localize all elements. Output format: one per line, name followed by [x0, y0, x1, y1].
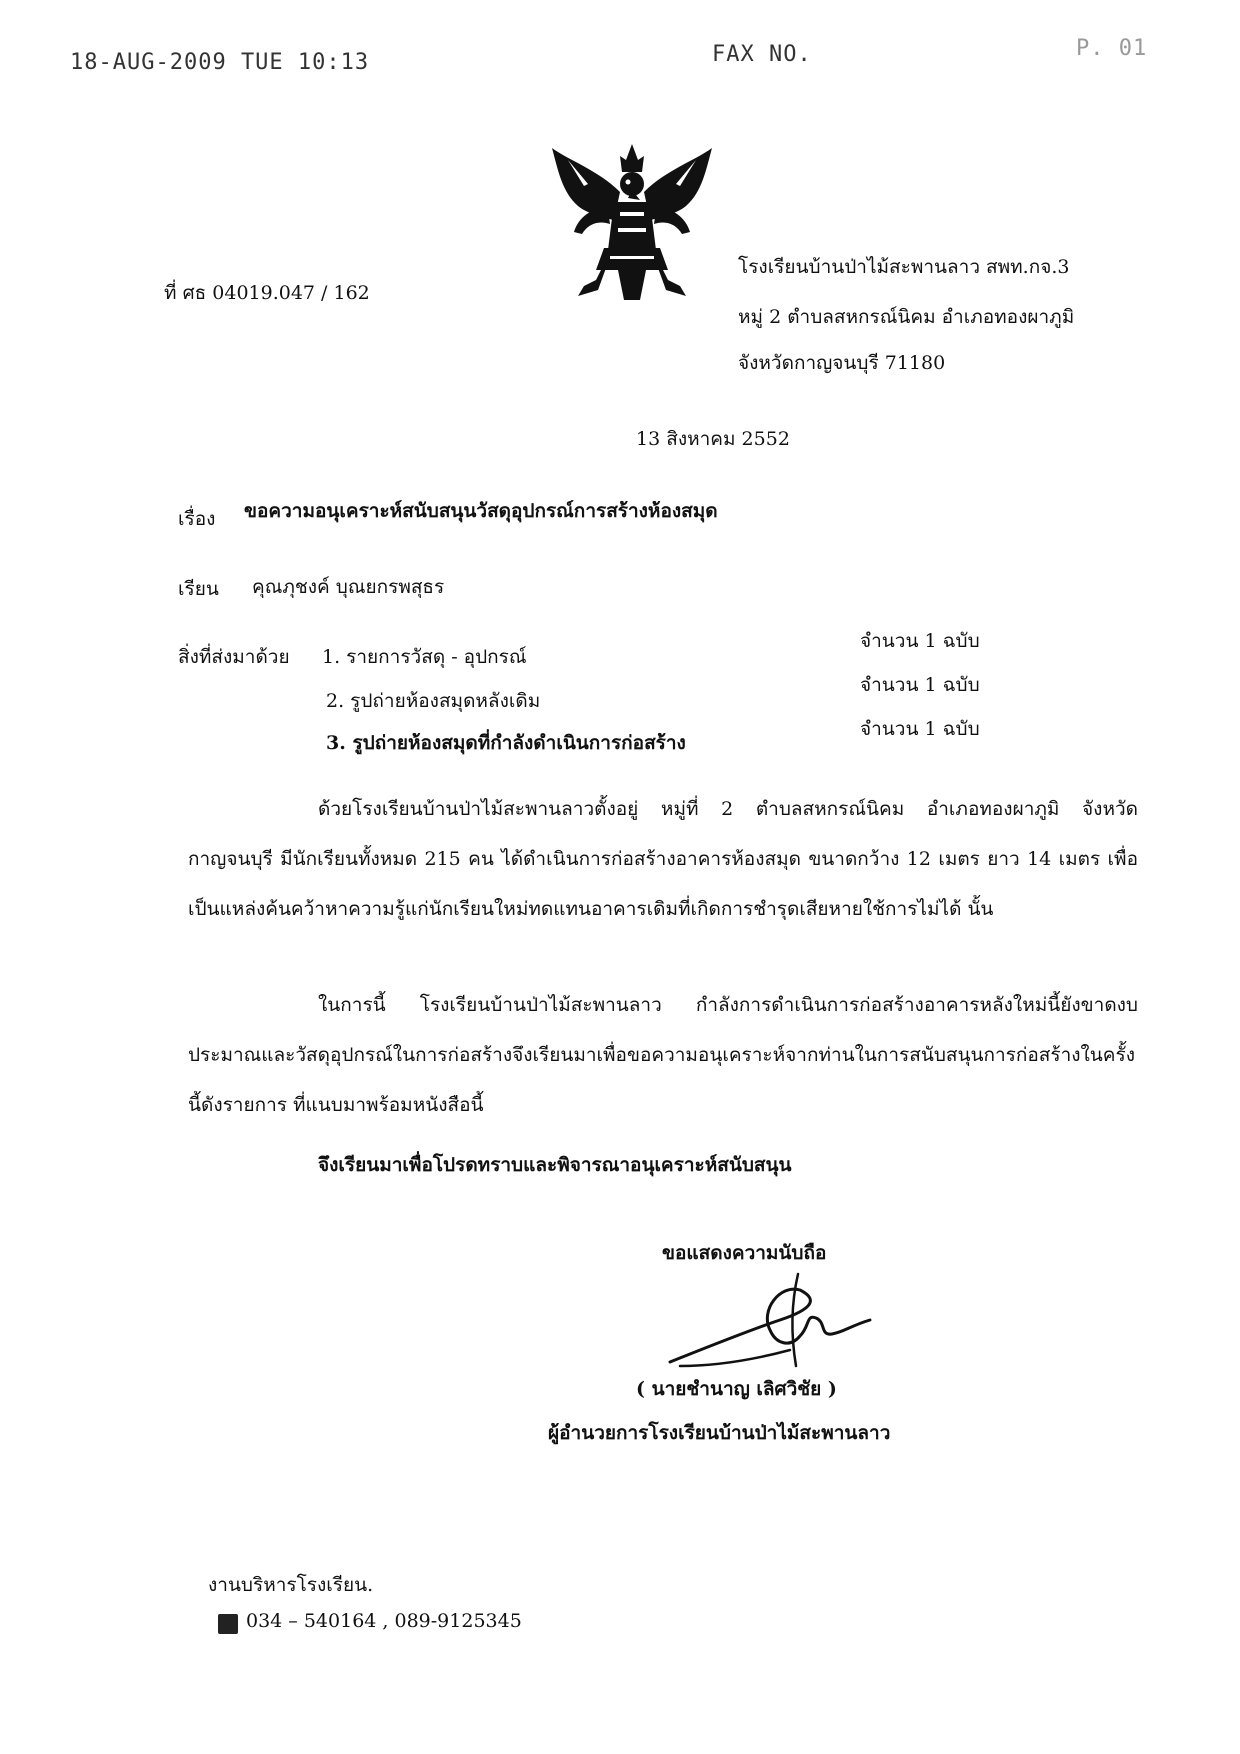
- addressee-label: เรียน: [178, 578, 219, 600]
- letter-date: 13 สิงหาคม 2552: [636, 428, 790, 450]
- attachment-qty-2: จำนวน 1 ฉบับ: [860, 674, 980, 696]
- closing-text: ขอแสดงความนับถือ: [662, 1242, 827, 1264]
- footer-department: งานบริหารโรงเรียน.: [208, 1574, 374, 1596]
- body-paragraph-3: จึงเรียนมาเพื่อโปรดทราบและพิจารณาอนุเคราะห์สนับสนุน: [318, 1154, 792, 1176]
- sender-address-line-3: จังหวัดกาญจนบุรี 71180: [738, 352, 946, 374]
- body-paragraph-1: [188, 784, 1138, 934]
- attachment-qty-3: จำนวน 1 ฉบับ: [860, 718, 980, 740]
- sender-address-line-2: หมู่ 2 ตำบลสหกรณ์นิคม อำเภอทองผาภูมิ: [738, 306, 1075, 328]
- attachment-item-2: 2. รูปถ่ายห้องสมุดหลังเดิม: [326, 690, 541, 712]
- footer-phone-numbers: 034 – 540164 , 089-9125345: [246, 1610, 522, 1632]
- attachments-label: สิ่งที่ส่งมาด้วย: [178, 646, 290, 668]
- body-paragraph-2-text: ในการนี้ โรงเรียนบ้านป่าไม้สะพานลาว กำลังการดำเนินการก่อสร้างอาคารหลังใหม่นี้ยังขาดงบประมาณและวัสดุอุปกรณ์ในการก่อสร้างจึงเรียนมาเพื่อขอความอนุเคราะห์จากท่านในการสนับสนุนการก่อสร้างในครั้งนี้ดังรายการ ที่แนบมาพร้อมหนังสือนี้: [188, 994, 1138, 1116]
- fax-number-label: FAX NO.: [712, 42, 812, 67]
- phone-icon: [218, 1614, 238, 1634]
- signer-title: ผู้อำนวยการโรงเรียนบ้านป่าไม้สะพานลาว: [548, 1422, 891, 1444]
- body-paragraph-1-text: ด้วยโรงเรียนบ้านป่าไม้สะพานลาวตั้งอยู่ หมู่ที่ 2 ตำบลสหกรณ์นิคม อำเภอทองผาภูมิ จังหวัดกาญจนบุรี มีนักเรียนทั้งหมด 215 คน ได้ดำเนินการก่อสร้างอาคารห้องสมุด ขนาดกว้าง 12 เมตร ยาว 14 เมตร เพื่อเป็นแหล่งค้นคว้าหาความรู้แก่นักเรียนใหม่ทดแทนอาคารเดิมที่เกิดการชำรุดเสียหายใช้การไม่ได้ นั้น: [188, 798, 1138, 920]
- subject-label: เรื่อง: [178, 508, 216, 530]
- sender-address-line-1: โรงเรียนบ้านป่าไม้สะพานลาว สพท.กจ.3: [738, 256, 1070, 278]
- signature-image: [660, 1270, 890, 1380]
- reference-number: ที่ ศธ 04019.047 / 162: [164, 282, 370, 304]
- body-paragraph-2: [188, 980, 1138, 1130]
- attachment-item-1: 1. รายการวัสดุ - อุปกรณ์: [322, 646, 527, 668]
- subject-text: ขอความอนุเคราะห์สนับสนุนวัสดุอุปกรณ์การสร้างห้องสมุด: [244, 500, 718, 522]
- signer-name: ( นายชำนาญ เลิศวิชัย ): [636, 1378, 837, 1400]
- garuda-emblem-icon: [548, 140, 716, 302]
- attachment-qty-1: จำนวน 1 ฉบับ: [860, 630, 980, 652]
- fax-page-number: P. 01: [1076, 36, 1148, 61]
- attachment-item-3: 3. รูปถ่ายห้องสมุดที่กำลังดำเนินการก่อสร้าง: [326, 732, 686, 754]
- addressee-name: คุณภุชงค์ บุณยกรพสุธร: [252, 576, 445, 598]
- fax-datetime: 18-AUG-2009 TUE 10:13: [70, 50, 370, 75]
